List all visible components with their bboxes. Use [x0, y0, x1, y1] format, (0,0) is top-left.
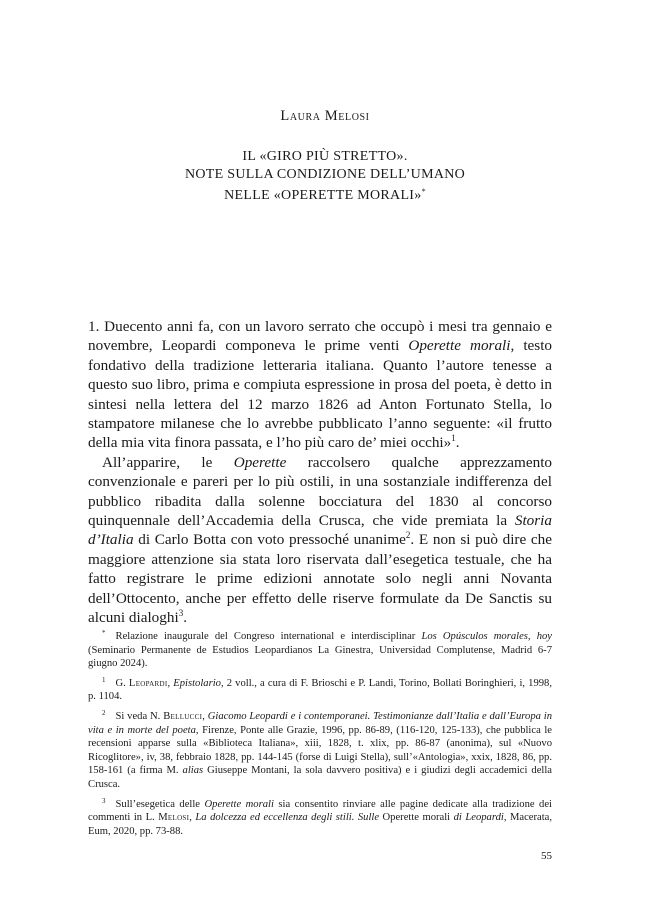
footnote-ref-2[interactable]: 2 [405, 530, 411, 541]
footnote-3 [88, 795, 552, 839]
footnote-text: Relazione inaugurale del Congreso international e interdisciplinar [115, 631, 422, 642]
paragraph-2-text: All’apparire, le [102, 453, 234, 471]
title-line-3-text: NELLE «OPERETTE MORALI» [224, 188, 422, 203]
footnote-text: , 2 voll., a cura di F. Brioschi e P. Landi, Torino, Bollati Boringhieri, i, 1998, p. 1104. [88, 677, 552, 703]
title-line-2: NOTE SULLA CONDIZIONE DELL’UMANO [184, 166, 466, 182]
footnote-mark: 3 [102, 796, 106, 805]
italic-title: Operette [233, 453, 287, 471]
main-text [88, 317, 552, 628]
footnote-mark: 1 [102, 675, 106, 684]
author-name: Laura Melosi [280, 108, 370, 124]
page-number: 55 [541, 850, 552, 862]
footnote-italic: La dolcezza ed eccellenza degli stili. Sulle [195, 812, 380, 824]
footnote-text: Giuseppe Montani, la sola davvero positiva) e i giudizi degli accademici della Crusca. [88, 765, 552, 790]
footnote-author: Leopardi [128, 677, 168, 689]
footnote-author: Bellucci [163, 710, 203, 722]
title-line-1: IL «GIRO PIÙ STRETTO». [242, 149, 408, 164]
footnote-text: , [167, 677, 174, 689]
article-title [0, 148, 650, 205]
footnote-text: , [202, 710, 208, 722]
footnote-mark: 2 [102, 708, 106, 717]
paragraph-2-text: . [183, 609, 187, 627]
footnote-text: sia consentito rinviare alle pagine dedicate alla tradizione dei commenti in L. [88, 798, 552, 824]
footnote-italic: Giacomo Leopardi e i contemporanei. Testimonianze dall’Italia e dall’Europa in vita e in morte del poeta [88, 710, 553, 736]
paragraph-2-text: . E non si può dire che maggiore attenzione sia stata loro riservata dall’esegetica testuale, che ha fatto registrare le prime edizioni annotate solo negli anni Novanta dell’Ottocento, anche per effetto delle riserve formulate da De Sanctis su alcuni dialoghi [88, 531, 552, 627]
footnote-text: Sull’esegetica delle [115, 798, 205, 810]
footnote-italic: di Leopardi [453, 812, 504, 824]
footnote-italic: Epistolario [173, 677, 221, 689]
footnote-text: G. [115, 677, 129, 689]
paragraph-1-text: . [455, 434, 460, 452]
footnote-1 [88, 674, 552, 704]
title-line-3 [0, 183, 650, 205]
footnotes [88, 627, 552, 841]
footnote-italic: Operette morali [204, 798, 274, 810]
italic-title: Storia d’Italia [88, 512, 552, 549]
footnote-text: Operette morali [379, 812, 454, 824]
footnote-text: , Firenze, Ponte alle Grazie, 1996, pp. 86-89, (116-120, 125-133), che pubblica le recensioni apparse sulla «Biblioteca Italiana», xiii, 1828, t. xlix, pp. 86-87 (anonima), sul «Nuovo Ricoglitore», iv, 38, febbraio 1828, pp. 144-145 (forse di Luigi Stella), sull’«Antologia», xxix, 1828, 86, pp. 158-161 (a firma M. [88, 724, 552, 777]
paragraph-1 [88, 317, 552, 453]
footnote-italic: alias [182, 765, 204, 777]
footnote-2 [88, 707, 552, 792]
paragraph-1-text: , testo fondativo della tradizione letteraria italiana. Quanto l’autore tenesse a questo suo libro, prima e compiuta espressione in prosa del poeta, è detto in sintesi nella lettera del 12 marzo 1826 ad Anton Fortunato Stella, lo stampatore milanese che lo avrebbe pubblicato l’anno seguente: «il frutto della mia vita finora passata, e l’ho più caro de’ miei occhi» [88, 337, 553, 452]
paragraph-2 [88, 453, 552, 628]
footnote-text: (Seminario Permanente de Estudios Leopardianos La Ginestra, Universidad Complutense, Madrid 6-7 giugno 2024). [88, 644, 552, 670]
paragraph-2-text: raccolsero qualche apprezzamento convenzionale e pareri per lo più ostili, in una sostanziale indifferenza del pubblico ribadita dalla solenne bocciatura del 1830 al concorso quinquennale dell’Accademia della Crusca, che vide premiata la [88, 453, 553, 530]
footnote-ref-3[interactable]: 3 [178, 608, 184, 619]
footnote-ref-1[interactable]: 1 [451, 433, 456, 444]
footnote-text: Si veda N. [115, 710, 164, 722]
footnote-italic: Los Opúsculos morales, hoy [421, 631, 552, 642]
footnote-text: , Macerata, Eum, 2020, pp. 73-88. [88, 812, 552, 837]
italic-title: Operette morali [408, 337, 511, 355]
paragraph-1-text: 1. Duecento anni fa, con un lavoro serrato che occupò i mesi tra gennaio e novembre, Leopardi componeva le prime venti [88, 318, 552, 355]
footnote-star [88, 627, 552, 671]
footnote-mark: * [102, 629, 106, 637]
footnote-text: , [189, 812, 196, 824]
title-footnote-mark[interactable]: * [421, 187, 426, 196]
paragraph-2-text: di Carlo Botta con voto pressoché unanime [133, 531, 406, 549]
footnote-author: Melosi [158, 812, 190, 824]
